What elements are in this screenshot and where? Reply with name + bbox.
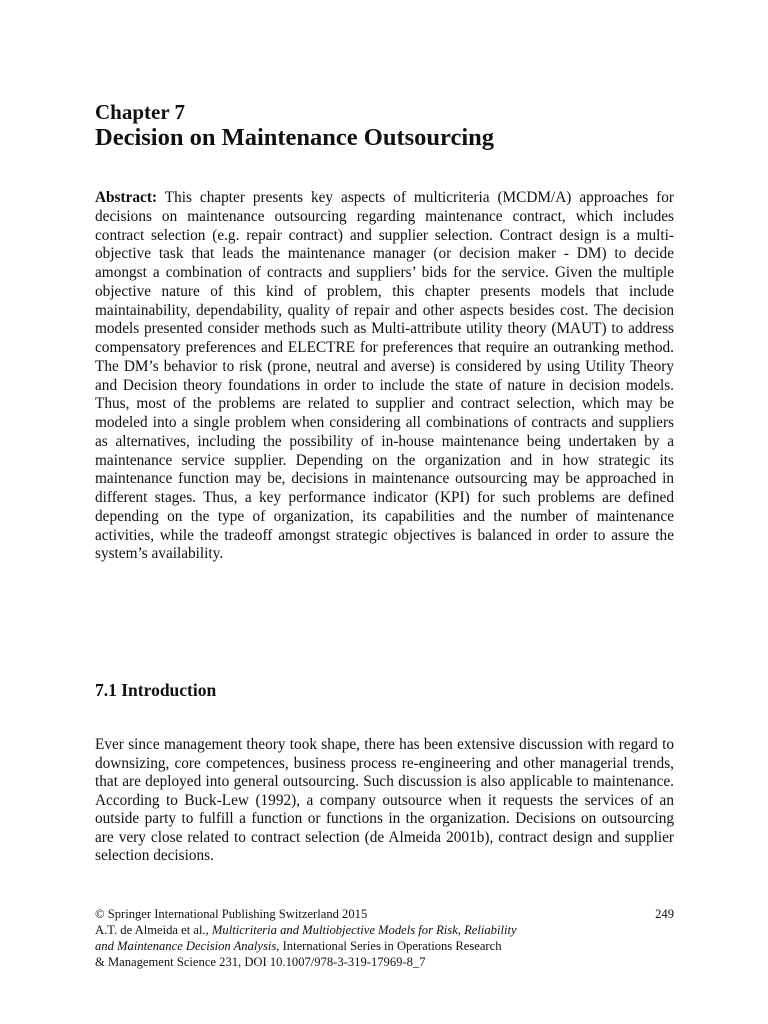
citation-line-3: & Management Science 231, DOI 10.1007/978-3-319-17969-8_7 (95, 955, 426, 969)
abstract-text: This chapter presents key aspects of multicriteria (MCDM/A) approaches for decisions on maintenance outsourcing regarding maintenance contract, which includes contract selection (e.g. repair contract) and supplier selection. Contract design is a multi-objective task that leads the maintenance manager (or decision maker - DM) to decide amongst a combination of contracts and suppliers’ bids for the service. Given the multiple objective nature of this kind of problem, this chapter presents models that include maintainability, dependability, quality of repair and other aspects besides cost. The decision models presented consider methods such as Multi-attribute utility theory (MAUT) to address compensatory preferences and ELECTRE for preferences that require an outranking method. The DM’s behavior to risk (prone, neutral and averse) is considered by using Utility Theory and Decision theory foundations in order to include the state of nature in decision models. Thus, most of the problems are related to supplier and contract selection, which may be modeled into a single problem when considering all combinations of contracts and suppliers as alternatives, including the possibility of in-house maintenance being undertaken by a maintenance service supplier. Depending on the organization and in how strategic its maintenance function may be, decisions in maintenance outsourcing may be approached in different stages. Thus, a key performance indicator (KPI) for such problems are defined depending on the type of organization, its capabilities and the number of maintenance activities, while the tradeoff amongst strategic objectives is balanced in order to assure the system’s availability. (95, 189, 674, 563)
abstract-label: Abstract: (95, 189, 158, 206)
citation-line-1 (95, 922, 674, 938)
chapter-label: Chapter 7 (95, 100, 186, 124)
section-heading: 7.1 Introduction (95, 680, 217, 700)
citation-book-title-1: Multicriteria and Multiobjective Models for Risk, Reliability (211, 923, 517, 937)
chapter-title: Decision on Maintenance Outsourcing (95, 124, 495, 151)
footer-citation (95, 906, 674, 970)
introduction-paragraph: Ever since management theory took shape, there has been extensive discussion with regard to downsizing, core competences, business process re-engineering and other managerial trends, that are deployed into general outsourcing. Such discussion is also applicable to maintenance. According to Buck-Lew (1992), a company outsource when it requests the services of an outside party to fulfill a function or functions in the organization. Decisions on outsourcing are very close related to contract selection (de Almeida 2001b), contract design and supplier selection decisions. (95, 736, 674, 864)
page-number: 249 (655, 907, 674, 921)
citation-line-2 (95, 938, 674, 954)
copyright-line: © Springer International Publishing Switzerland 2015 (95, 907, 368, 921)
citation-series: , International Series in Operations Research (276, 939, 502, 953)
citation-authors: A.T. de Almeida et al., (95, 923, 212, 937)
abstract (95, 189, 674, 564)
citation-book-title-2: and Maintenance Decision Analysis (95, 939, 277, 953)
